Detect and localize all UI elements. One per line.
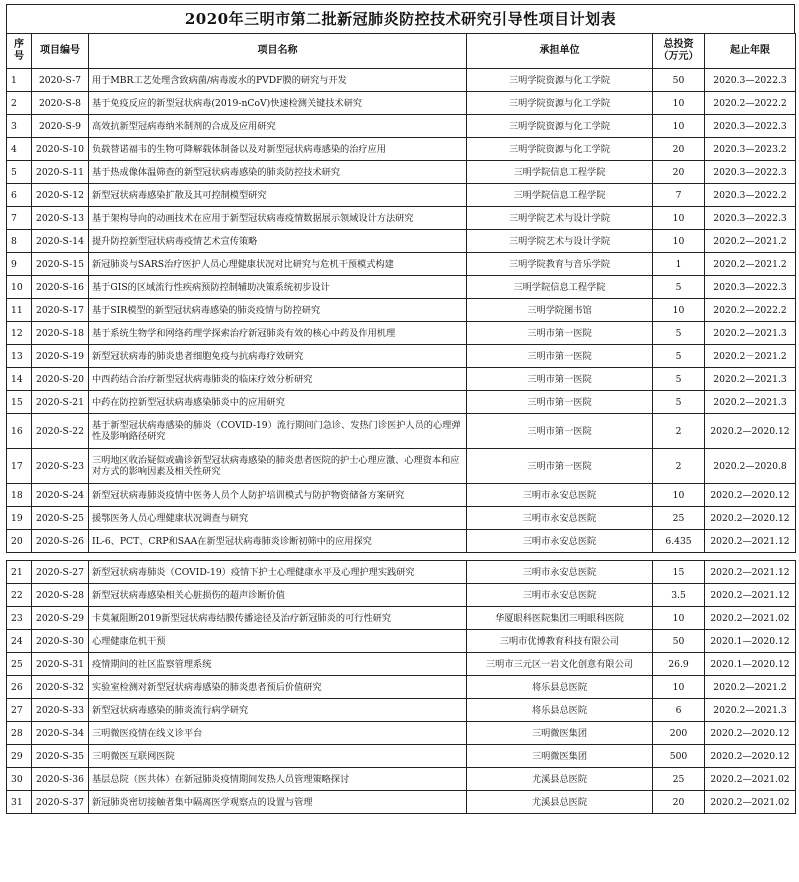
- cell-code: 2020-S-27: [32, 561, 89, 584]
- cell-seq: 10: [7, 276, 32, 299]
- table-row: [7, 561, 796, 584]
- cell-name: 新型冠状病毒感染的肺炎流行病学研究: [89, 699, 467, 722]
- table-row: [7, 653, 796, 676]
- cell-name: 提升防控新型冠状病毒疫情艺术宣传策略: [89, 230, 467, 253]
- header-period: 起止年限: [705, 34, 796, 69]
- cell-code: 2020-S-13: [32, 207, 89, 230]
- cell-unit: 尤溪县总医院: [467, 791, 653, 814]
- cell-unit: 三明市第一医院: [467, 368, 653, 391]
- header-seq: 序号: [7, 34, 32, 69]
- cell-code: 2020-S-7: [32, 69, 89, 92]
- cell-seq: 23: [7, 607, 32, 630]
- cell-unit: 三明市永安总医院: [467, 561, 653, 584]
- cell-name: 新冠肺炎密切接触者集中隔离医学观察点的设置与管理: [89, 791, 467, 814]
- cell-investment: 20: [653, 791, 705, 814]
- cell-seq: 17: [7, 449, 32, 484]
- cell-seq: 7: [7, 207, 32, 230]
- cell-name: 高效抗新型冠病毒纳米制剂的合成及应用研究: [89, 115, 467, 138]
- cell-period: 2020.1—2020.12: [705, 653, 796, 676]
- cell-name: 卡莫氟阻断2019新型冠状病毒结膜传播途径及治疗新冠肺炎的可行性研究: [89, 607, 467, 630]
- cell-investment: 50: [653, 69, 705, 92]
- table-title: 2020年三明市第二批新冠肺炎防控技术研究引导性项目计划表: [6, 4, 795, 33]
- cell-period: 2020.2—2021.12: [705, 530, 796, 553]
- table-row: [7, 299, 796, 322]
- cell-unit: 将乐县总医院: [467, 676, 653, 699]
- cell-investment: 6: [653, 699, 705, 722]
- cell-code: 2020-S-34: [32, 722, 89, 745]
- cell-investment: 10: [653, 607, 705, 630]
- cell-period: 2020.2—2022.2: [705, 299, 796, 322]
- header-unit: 承担单位: [467, 34, 653, 69]
- cell-investment: 10: [653, 115, 705, 138]
- cell-name: 新型冠状病毒感染相关心脏损伤的超声诊断价值: [89, 584, 467, 607]
- table-body: [7, 69, 796, 814]
- cell-name: 新冠肺炎与SARS治疗医护人员心理健康状况对比研究与危机干预模式构建: [89, 253, 467, 276]
- cell-name: 基层总院（医共体）在新冠肺炎疫情期间发热人员管理策略探讨: [89, 768, 467, 791]
- table-row: [7, 253, 796, 276]
- table-row: [7, 584, 796, 607]
- cell-name: 新型冠状病毒的肺炎患者细胞免疫与抗病毒疗效研究: [89, 345, 467, 368]
- cell-code: 2020-S-30: [32, 630, 89, 653]
- cell-investment: 25: [653, 507, 705, 530]
- cell-code: 2020-S-22: [32, 414, 89, 449]
- cell-unit: 三明市第一医院: [467, 345, 653, 368]
- cell-seq: 3: [7, 115, 32, 138]
- cell-period: 2020.3—2023.2: [705, 138, 796, 161]
- cell-investment: 10: [653, 484, 705, 507]
- cell-unit: 三明学院资源与化工学院: [467, 92, 653, 115]
- cell-name: 基于架构导向的动画技术在应用于新型冠状病毒疫情数据展示领域设计方法研究: [89, 207, 467, 230]
- cell-unit: 三明学院信息工程学院: [467, 184, 653, 207]
- cell-name: 用于MBR工艺处理含致病菌/病毒废水的PVDF膜的研究与开发: [89, 69, 467, 92]
- cell-investment: 5: [653, 368, 705, 391]
- table-row: [7, 449, 796, 484]
- cell-seq: 15: [7, 391, 32, 414]
- table-row: [7, 768, 796, 791]
- cell-code: 2020-S-14: [32, 230, 89, 253]
- cell-name: 新型冠状病毒肺炎疫情中医务人员个人防护培训模式与防护物资储备方案研究: [89, 484, 467, 507]
- cell-code: 2020-S-20: [32, 368, 89, 391]
- cell-period: 2020.2—2021.02: [705, 791, 796, 814]
- cell-name: IL-6、PCT、CRP和SAA在新型冠状病毒肺炎诊断初筛中的应用探究: [89, 530, 467, 553]
- cell-code: 2020-S-26: [32, 530, 89, 553]
- table-row: [7, 607, 796, 630]
- cell-code: 2020-S-9: [32, 115, 89, 138]
- cell-unit: 三明学院艺术与设计学院: [467, 207, 653, 230]
- cell-period: 2020.2—2021.2: [705, 253, 796, 276]
- cell-seq: 24: [7, 630, 32, 653]
- table-row: [7, 322, 796, 345]
- cell-investment: 500: [653, 745, 705, 768]
- cell-seq: 27: [7, 699, 32, 722]
- cell-code: 2020-S-11: [32, 161, 89, 184]
- cell-investment: 10: [653, 676, 705, 699]
- cell-unit: 三明市永安总医院: [467, 507, 653, 530]
- cell-seq: 8: [7, 230, 32, 253]
- cell-period: 2020.2—2022.2: [705, 92, 796, 115]
- cell-period: 2020.3—2022.3: [705, 115, 796, 138]
- project-plan-sheet: [6, 4, 795, 814]
- cell-period: 2020.2—2021.2: [705, 676, 796, 699]
- cell-seq: 18: [7, 484, 32, 507]
- cell-seq: 25: [7, 653, 32, 676]
- cell-seq: 4: [7, 138, 32, 161]
- cell-period: 2020.3—2022.3: [705, 69, 796, 92]
- cell-seq: 22: [7, 584, 32, 607]
- cell-period: 2020.2—2021.2: [705, 230, 796, 253]
- cell-period: 2020.1—2020.12: [705, 630, 796, 653]
- cell-investment: 1: [653, 253, 705, 276]
- cell-name: 三明微医互联网医院: [89, 745, 467, 768]
- cell-seq: 5: [7, 161, 32, 184]
- cell-code: 2020-S-16: [32, 276, 89, 299]
- cell-seq: 16: [7, 414, 32, 449]
- cell-period: 2020.3—2022.3: [705, 276, 796, 299]
- cell-unit: 三明微医集团: [467, 745, 653, 768]
- table-row: [7, 391, 796, 414]
- cell-code: 2020-S-35: [32, 745, 89, 768]
- cell-unit: 三明市三元区一岩文化创意有限公司: [467, 653, 653, 676]
- table-row: [7, 69, 796, 92]
- cell-investment: 50: [653, 630, 705, 653]
- header-row: [7, 34, 796, 69]
- cell-code: 2020-S-23: [32, 449, 89, 484]
- table-row: [7, 115, 796, 138]
- cell-investment: 20: [653, 138, 705, 161]
- cell-investment: 5: [653, 322, 705, 345]
- cell-code: 2020-S-15: [32, 253, 89, 276]
- header-name: 项目名称: [89, 34, 467, 69]
- cell-period: 2020.2—2021.3: [705, 391, 796, 414]
- cell-seq: 31: [7, 791, 32, 814]
- cell-seq: 20: [7, 530, 32, 553]
- cell-unit: 三明学院资源与化工学院: [467, 138, 653, 161]
- cell-investment: 10: [653, 299, 705, 322]
- table-row: [7, 92, 796, 115]
- cell-name: 基于新型冠状病毒感染的肺炎（COVID-19）流行期间门急诊、发热门诊医护人员的心理弹性及影响路径研究: [89, 414, 467, 449]
- cell-code: 2020-S-12: [32, 184, 89, 207]
- table-row: [7, 745, 796, 768]
- cell-unit: 三明市优博教育科技有限公司: [467, 630, 653, 653]
- cell-seq: 26: [7, 676, 32, 699]
- cell-unit: 华厦眼科医院集团三明眼科医院: [467, 607, 653, 630]
- cell-investment: 5: [653, 391, 705, 414]
- header-investment: 总投资（万元）: [653, 34, 705, 69]
- cell-investment: 2: [653, 449, 705, 484]
- cell-name: 新型冠状病毒感染扩散及其可控制模型研究: [89, 184, 467, 207]
- cell-name: 基于系统生物学和网络药理学探索治疗新冠肺炎有效的核心中药及作用机理: [89, 322, 467, 345]
- cell-investment: 25: [653, 768, 705, 791]
- cell-period: 2020.2—2021.02: [705, 768, 796, 791]
- cell-seq: 13: [7, 345, 32, 368]
- table-row: [7, 699, 796, 722]
- cell-investment: 10: [653, 230, 705, 253]
- table-row: [7, 530, 796, 553]
- cell-period: 2020.2—2021.12: [705, 584, 796, 607]
- cell-investment: 10: [653, 92, 705, 115]
- cell-period: 2020.2—2020.12: [705, 414, 796, 449]
- cell-name: 疫情期间的社区监察管理系统: [89, 653, 467, 676]
- cell-investment: 5: [653, 276, 705, 299]
- cell-period: 2020.3—2022.2: [705, 184, 796, 207]
- cell-code: 2020-S-29: [32, 607, 89, 630]
- table-row: [7, 345, 796, 368]
- cell-unit: 三明学院图书馆: [467, 299, 653, 322]
- cell-investment: 15: [653, 561, 705, 584]
- cell-code: 2020-S-31: [32, 653, 89, 676]
- cell-name: 心理健康危机干预: [89, 630, 467, 653]
- table-row: [7, 368, 796, 391]
- cell-investment: 2: [653, 414, 705, 449]
- cell-name: 中药在防控新型冠状病毒感染肺炎中的应用研究: [89, 391, 467, 414]
- cell-name: 实验室检测对新型冠状病毒感染的肺炎患者预后价值研究: [89, 676, 467, 699]
- cell-period: 2020.2—2020.12: [705, 722, 796, 745]
- cell-code: 2020-S-24: [32, 484, 89, 507]
- cell-name: 负载替诺福韦的生物可降解载体制备以及对新型冠状病毒感染的治疗应用: [89, 138, 467, 161]
- cell-unit: 三明市永安总医院: [467, 584, 653, 607]
- cell-seq: 29: [7, 745, 32, 768]
- cell-unit: 三明市永安总医院: [467, 484, 653, 507]
- cell-unit: 三明市第一医院: [467, 322, 653, 345]
- cell-unit: 三明市第一医院: [467, 414, 653, 449]
- cell-period: 2020.2—2021.3: [705, 368, 796, 391]
- cell-code: 2020-S-33: [32, 699, 89, 722]
- cell-name: 基于免疫反应的新型冠状病毒(2019-nCoV)快速检测关键技术研究: [89, 92, 467, 115]
- cell-period: 2020.2—2021.02: [705, 607, 796, 630]
- page-break-gap: [7, 553, 796, 561]
- table-row: [7, 276, 796, 299]
- cell-seq: 11: [7, 299, 32, 322]
- cell-unit: 三明学院艺术与设计学院: [467, 230, 653, 253]
- cell-period: 2020.2—2021.12: [705, 561, 796, 584]
- cell-period: 2020.2－2021.2: [705, 345, 796, 368]
- cell-seq: 1: [7, 69, 32, 92]
- cell-seq: 21: [7, 561, 32, 584]
- cell-unit: 三明学院资源与化工学院: [467, 69, 653, 92]
- cell-code: 2020-S-18: [32, 322, 89, 345]
- table-row: [7, 184, 796, 207]
- cell-seq: 2: [7, 92, 32, 115]
- table-row: [7, 791, 796, 814]
- cell-name: 援鄂医务人员心理健康状况调查与研究: [89, 507, 467, 530]
- cell-unit: 三明市永安总医院: [467, 530, 653, 553]
- cell-investment: 26.9: [653, 653, 705, 676]
- cell-unit: 三明微医集团: [467, 722, 653, 745]
- table-row: [7, 484, 796, 507]
- cell-code: 2020-S-10: [32, 138, 89, 161]
- cell-period: 2020.3—2022.3: [705, 161, 796, 184]
- cell-period: 2020.2—2021.3: [705, 699, 796, 722]
- cell-code: 2020-S-28: [32, 584, 89, 607]
- cell-period: 2020.3—2022.3: [705, 207, 796, 230]
- cell-investment: 5: [653, 345, 705, 368]
- header-code: 项目编号: [32, 34, 89, 69]
- cell-unit: 三明学院教育与音乐学院: [467, 253, 653, 276]
- cell-seq: 6: [7, 184, 32, 207]
- cell-period: 2020.2—2020.8: [705, 449, 796, 484]
- cell-period: 2020.2—2020.12: [705, 507, 796, 530]
- cell-code: 2020-S-32: [32, 676, 89, 699]
- cell-seq: 12: [7, 322, 32, 345]
- cell-unit: 三明学院信息工程学院: [467, 276, 653, 299]
- table-row: [7, 507, 796, 530]
- table-row: [7, 722, 796, 745]
- cell-investment: 6.435: [653, 530, 705, 553]
- cell-unit: 三明市第一医院: [467, 391, 653, 414]
- cell-unit: 三明市第一医院: [467, 449, 653, 484]
- cell-code: 2020-S-21: [32, 391, 89, 414]
- cell-code: 2020-S-37: [32, 791, 89, 814]
- table-row: [7, 161, 796, 184]
- cell-seq: 28: [7, 722, 32, 745]
- cell-investment: 10: [653, 207, 705, 230]
- cell-code: 2020-S-19: [32, 345, 89, 368]
- cell-name: 中西药结合治疗新型冠状病毒肺炎的临床疗效分析研究: [89, 368, 467, 391]
- table-row: [7, 207, 796, 230]
- cell-unit: 三明学院信息工程学院: [467, 161, 653, 184]
- cell-name: 三明微医疫情在线义诊平台: [89, 722, 467, 745]
- table-row: [7, 676, 796, 699]
- cell-investment: 20: [653, 161, 705, 184]
- cell-name: 新型冠状病毒肺炎（COVID-19）疫情下护士心理健康水平及心理护理实践研究: [89, 561, 467, 584]
- cell-name: 基于GIS的区域流行性疾病预防控制辅助决策系统初步设计: [89, 276, 467, 299]
- cell-code: 2020-S-8: [32, 92, 89, 115]
- cell-code: 2020-S-36: [32, 768, 89, 791]
- project-table: [6, 33, 796, 814]
- gap-cell: [7, 553, 796, 561]
- cell-code: 2020-S-25: [32, 507, 89, 530]
- cell-investment: 200: [653, 722, 705, 745]
- cell-seq: 19: [7, 507, 32, 530]
- cell-seq: 9: [7, 253, 32, 276]
- cell-name: 三明地区收治疑似或确诊新型冠状病毒感染的肺炎患者医院的护士心理应激、心理资本和应对方式的影响因素及相关性研究: [89, 449, 467, 484]
- cell-name: 基于热成像体温筛查的新型冠状病毒感染的肺炎防控技术研究: [89, 161, 467, 184]
- table-row: [7, 230, 796, 253]
- table-row: [7, 414, 796, 449]
- cell-code: 2020-S-17: [32, 299, 89, 322]
- cell-name: 基于SIR模型的新型冠状病毒感染的肺炎疫情与防控研究: [89, 299, 467, 322]
- cell-period: 2020.2—2020.12: [705, 745, 796, 768]
- table-row: [7, 138, 796, 161]
- cell-unit: 尤溪县总医院: [467, 768, 653, 791]
- cell-unit: 将乐县总医院: [467, 699, 653, 722]
- cell-investment: 7: [653, 184, 705, 207]
- cell-seq: 14: [7, 368, 32, 391]
- cell-unit: 三明学院资源与化工学院: [467, 115, 653, 138]
- cell-period: 2020.2—2021.3: [705, 322, 796, 345]
- cell-seq: 30: [7, 768, 32, 791]
- table-row: [7, 630, 796, 653]
- cell-investment: 3.5: [653, 584, 705, 607]
- cell-period: 2020.2—2020.12: [705, 484, 796, 507]
